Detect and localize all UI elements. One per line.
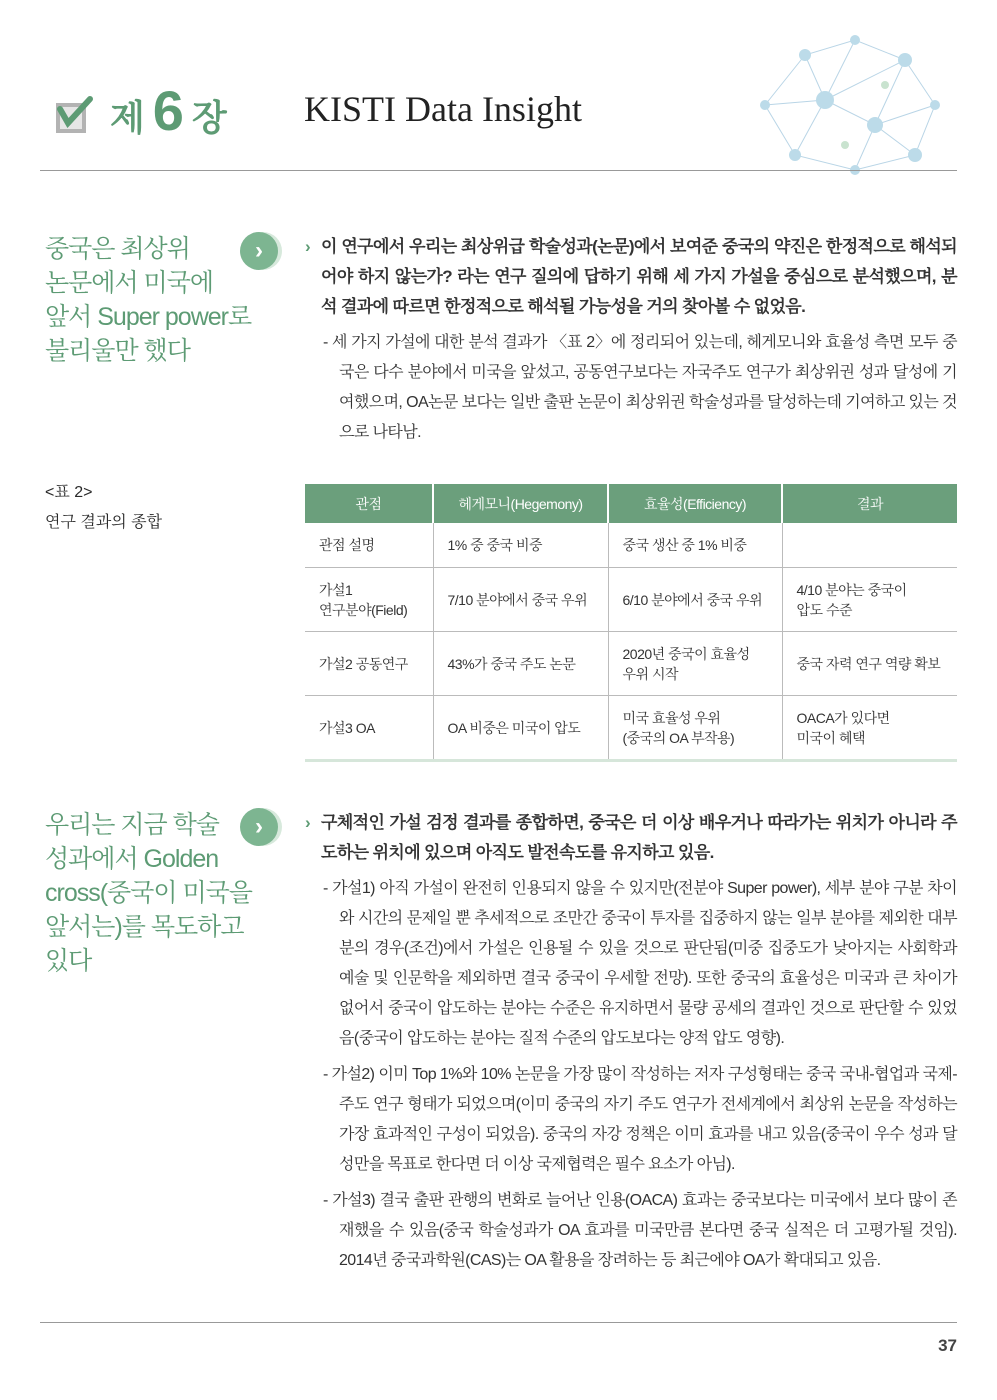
table-cell: OACA가 있다면 미국이 혜택 xyxy=(782,696,957,761)
table-row xyxy=(305,696,957,761)
table-cell: 가설1 연구분야(Field) xyxy=(305,568,433,632)
side-heading-line: 중국은 최상위 xyxy=(45,235,190,263)
side-heading-line: 논문에서 미국에 xyxy=(45,269,213,297)
sub-bullet: - 가설2) 이미 Top 1%와 10% 논문을 가장 많이 작성하는 저자 구성형태는 중국 국내-협업과 국제-주도 연구 형태가 되었으며(이미 중국의 자기 주도 연구가 전세계에서 최상위 논문을 작성하는 가장 효과적인 구성이 되었음). 중국의 자강 정책은 이미 효과를 내고 있음(중국이 우수 성과 달성만을 목표로 한다면 더 이상 국제협력은 필수 요소가 아님). xyxy=(323,1066,957,1173)
table-cell: 2020년 중국이 효율성 우위 시작 xyxy=(608,632,782,696)
network-globe-illustration xyxy=(745,25,945,175)
section1-body xyxy=(305,232,957,448)
table-cell: OA 비중은 미국이 압도 xyxy=(433,696,608,761)
table-cell: 미국 효율성 우위 (중국의 OA 부작용) xyxy=(608,696,782,761)
checkbox-icon xyxy=(52,89,96,133)
table-caption: 연구 결과의 종합 xyxy=(45,514,163,531)
bullet-chevron-icon: › xyxy=(305,237,311,256)
chevron-right-icon: › xyxy=(240,232,278,270)
chapter-number: 6 xyxy=(152,79,184,142)
bullet-chevron-icon: › xyxy=(305,813,311,832)
table-cell: 43%가 중국 주도 논문 xyxy=(433,632,608,696)
table-cell: 중국 생산 중 1% 비중 xyxy=(608,523,782,568)
page-number: 37 xyxy=(938,1336,957,1355)
table-row xyxy=(305,523,957,568)
lead-text: 구체적인 가설 검정 결과를 종합하면, 중국은 더 이상 배우거나 따라가는 위치가 아니라 주도하는 위치에 있으며 아직도 발전속도를 유지하고 있음. xyxy=(321,813,957,862)
side-heading-line: 불리울만 했다 xyxy=(45,337,190,365)
header-divider xyxy=(40,170,957,171)
sub-bullet: - 가설3) 결국 출판 관행의 변화로 늘어난 인용(OACA) 효과는 중국보다는 미국에서 보다 많이 존재했을 수 있음(중국 학술성과가 OA 효과를 미국만큼 본다면 중국 실적은 더 고평가될 것임). 2014년 중국과학원(CAS)는 OA 활용을 장려하는 등 최근에야 OA가 확대되고 있음. xyxy=(323,1192,957,1269)
side-heading-line: cross(중국이 미국을 xyxy=(45,879,252,907)
sub-bullet: - 세 가지 가설에 대한 분석 결과가 〈표 2〉에 정리되어 있는데, 헤게모니와 효율성 측면 모두 중국은 다수 분야에서 미국을 앞섰고, 공동연구보다는 자국주도 연구가 최상위권 성과 달성에 기여했으며, OA논문 보다는 일반 출판 논문이 최상위권 학술성과를 달성하는데 기여하고 있는 것으로 나타남. xyxy=(323,334,957,441)
lead-paragraph xyxy=(305,808,957,868)
table-cell: 6/10 분야에서 중국 우위 xyxy=(608,568,782,632)
table-header: 효율성(Efficiency) xyxy=(608,484,782,523)
chapter-prefix: 제 xyxy=(110,97,145,138)
lead-paragraph xyxy=(305,232,957,322)
side-heading-line: 있다 xyxy=(45,947,92,975)
table-label: <표 2> xyxy=(45,484,93,501)
table-header: 결과 xyxy=(782,484,957,523)
table-cell xyxy=(782,523,957,568)
table-cell: 7/10 분야에서 중국 우위 xyxy=(433,568,608,632)
chapter-heading xyxy=(52,78,227,143)
footer-divider xyxy=(40,1322,957,1323)
side-heading-line: 앞서는)를 목도하고 xyxy=(45,913,244,941)
lead-text: 이 연구에서 우리는 최상위급 학술성과(논문)에서 보여준 중국의 약진은 한정적으로 해석되어야 하지 않는가? 라는 연구 질의에 답하기 위해 세 가지 가설을 중심으로 분석했으며, 분석 결과에 따르면 한정적으로 해석될 가능성을 거의 찾아볼 수 없었음. xyxy=(321,237,957,316)
table-cell: 관점 설명 xyxy=(305,523,433,568)
table-cell: 4/10 분야는 중국이 압도 수준 xyxy=(782,568,957,632)
chapter-suffix: 장 xyxy=(191,97,227,138)
book-title: KISTI Data Insight xyxy=(304,89,582,129)
table-row xyxy=(305,568,957,632)
section2-body xyxy=(305,808,957,1276)
results-table xyxy=(305,484,957,762)
table-header: 헤게모니(Hegemony) xyxy=(433,484,608,523)
table-cell: 가설2 공동연구 xyxy=(305,632,433,696)
table-row xyxy=(305,632,957,696)
side-heading-line: 성과에서 Golden xyxy=(45,845,219,873)
side-heading-line: 우리는 지금 학술 xyxy=(45,811,219,839)
chevron-right-icon: › xyxy=(240,808,278,846)
section1-side-heading xyxy=(45,232,255,368)
table-header: 관점 xyxy=(305,484,433,523)
table-cell: 가설3 OA xyxy=(305,696,433,761)
table-cell: 1% 중 중국 비중 xyxy=(433,523,608,568)
sub-bullet: - 가설1) 아직 가설이 완전히 인용되지 않을 수 있지만(전분야 Super power), 세부 분야 구분 차이와 시간의 문제일 뿐 추세적으로 조만간 중국이 투자를 집중하지 않는 일부 분야를 제외한 대부분의 경우(조건)에서 가설은 인용될 수 있을 것으로 판단됨(미중 집중도가 낮아지는 사회학과 예술 및 인문학을 제외하면 결국 중국이 우세할 전망). 또한 중국의 효율성은 미국과 큰 차이가 없어서 중국이 압도하는 분야는 수준은 유지하면서 물량 공세의 결과인 것으로 판단할 수 있었음(중국이 압도하는 분야는 질적 수준의 압도보다는 양적 압도 영향). xyxy=(323,880,957,1047)
section2-side-heading xyxy=(45,808,255,978)
table-cell: 중국 자력 연구 역량 확보 xyxy=(782,632,957,696)
side-heading-line: 앞서 Super power로 xyxy=(45,303,252,331)
